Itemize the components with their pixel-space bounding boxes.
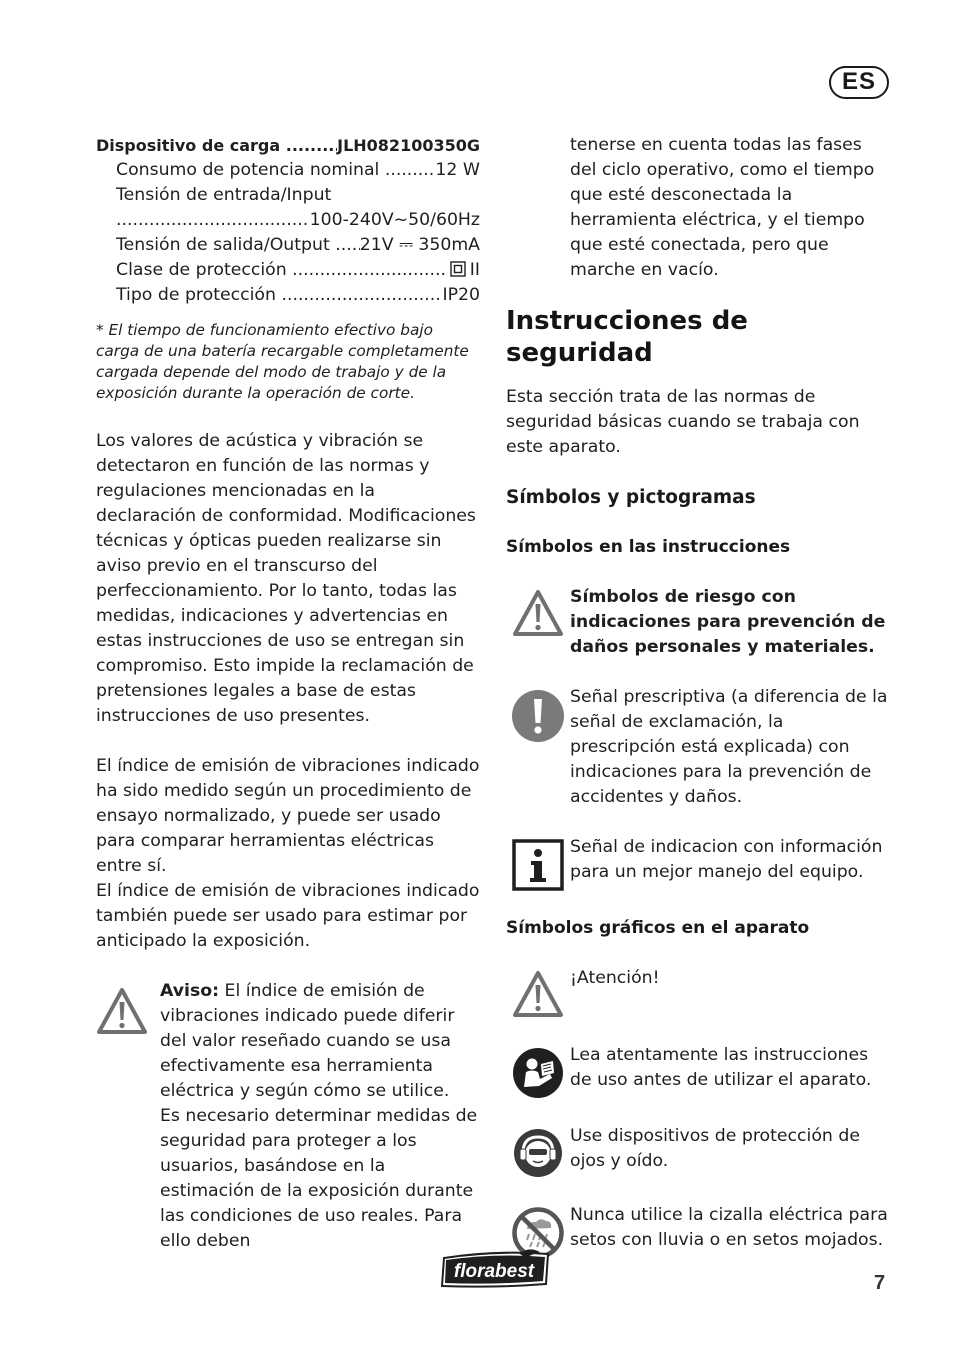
eye-ear-protection-icon	[513, 1128, 563, 1178]
warning-triangle-icon	[96, 987, 148, 1035]
spec-ip	[96, 283, 480, 308]
brand-logo	[436, 1248, 554, 1290]
spec-ip-value: IP20	[442, 285, 480, 305]
language-badge: ES	[829, 66, 889, 99]
subheading-instruction-symbols: Símbolos en las instrucciones	[506, 537, 791, 557]
section-intro: Esta sección trata de las normas de seguridad básicas cuando se trabaja con este aparato.	[506, 387, 860, 457]
section-heading: Instrucciones de seguridad	[506, 306, 748, 368]
symbol-mandatory-text: Señal prescriptiva (a diferencia de la señal de exclamación, la prescripción está explicada) con indicaciones para la prevención de accidentes y daños.	[570, 687, 888, 807]
spec-power-label: Consumo de potencia nominal .....	[116, 158, 435, 183]
spec-input-dots	[116, 208, 310, 233]
info-icon	[512, 839, 564, 891]
symbol-no-rain	[506, 1203, 890, 1259]
symbol-attention	[506, 966, 890, 1018]
paragraph-acoustics: Los valores de acústica y vibración se detectaron en función de las normas y regulaciones mencionadas en la declaración de conformidad. Modificaciones técnicas y ópticas pueden realizarse sin aviso previo en el transcurso del perfeccionamiento. Por lo tanto, todas las medidas, indicaciones y advertencias en estas instrucciones de uso se entregan sin compromiso. Esto impide la reclamación de pretensiones legales a base de estas instrucciones de uso presentes.	[96, 431, 476, 726]
continued-text: tenerse en cuenta todas las fases del ciclo operativo, como el tiempo que esté desconectada la herramienta eléctrica, y el tiempo que esté conectada, pero que marche en vacío.	[570, 135, 875, 280]
symbol-protection	[506, 1124, 890, 1178]
spec-output	[96, 233, 480, 258]
symbol-info-text: Señal de indicacion con información para un mejor manejo del equipo.	[570, 837, 883, 882]
right-column	[506, 133, 890, 1284]
spec-input-label-row	[96, 183, 480, 208]
spec-class-label: Clase de protección .....	[116, 258, 446, 283]
symbol-no-rain-text: Nunca utilice la cizalla eléctrica para setos con lluvia o en setos mojados.	[570, 1205, 888, 1250]
page-number: 7	[874, 1272, 886, 1294]
aviso-block	[96, 979, 480, 1254]
runtime-note: * El tiempo de funcionamiento efectivo bajo carga de una batería recargable completamente cargada depende del modo de trabajo y de la exposición durante la operación de corte.	[96, 321, 469, 402]
spec-block	[96, 133, 480, 308]
subheading-device-symbols: Símbolos gráficos en el aparato	[506, 918, 810, 938]
mandatory-exclamation-icon	[511, 689, 565, 743]
subheading-symbols: Símbolos y pictogramas	[506, 487, 756, 508]
spec-power-value: 12 W	[435, 160, 480, 180]
spec-input-label: Tensión de entrada/Input	[116, 185, 332, 205]
aviso-label: Aviso:	[160, 981, 220, 1001]
symbol-protection-text: Use dispositivos de protección de ojos y oído.	[570, 1126, 860, 1171]
aviso-text-2: Es necesario determinar medidas de seguridad para proteger a los usuarios, basándose en la estimación de la exposición durante las condiciones de uso reales. Para ello deben	[160, 1106, 478, 1251]
spec-power	[96, 158, 480, 183]
symbol-mandatory	[506, 685, 890, 810]
aviso-paragraph-1	[160, 979, 480, 1104]
paragraph-vibration-1: El índice de emisión de vibraciones indicado ha sido medido según un procedimiento de ensayo normalizado, y puede ser usado para comparar herramientas eléctricas entre sí.	[96, 756, 480, 876]
spec-title-label: Dispositivo de carga .....	[96, 133, 337, 158]
spec-class-value-wrap	[446, 258, 480, 283]
spec-output-value: 21V ⎓ 350mA	[359, 235, 480, 255]
spec-class	[96, 258, 480, 283]
brand-logo-text: florabest	[453, 1261, 535, 1282]
symbol-info	[506, 835, 890, 891]
paragraph-vibration-2: El índice de emisión de vibraciones indicado también puede ser usado para estimar por anticipado la exposición.	[96, 881, 480, 951]
double-square-icon	[450, 261, 466, 277]
spec-input	[96, 208, 480, 233]
symbol-risk	[506, 585, 890, 660]
symbol-attention-text: ¡Atención!	[570, 968, 660, 988]
symbol-read-manual-text: Lea atentamente las instrucciones de uso antes de utilizar el aparato.	[570, 1045, 872, 1090]
warning-triangle-icon	[512, 970, 564, 1018]
symbol-read-manual	[506, 1043, 890, 1099]
spec-ip-label: Tipo de protección .....	[116, 283, 442, 308]
spec-title	[96, 133, 480, 158]
left-column	[96, 133, 480, 1254]
spec-class-value: II	[469, 260, 480, 280]
spec-output-label: Tensión de salida/Output .....	[116, 233, 360, 258]
read-manual-icon	[512, 1047, 564, 1099]
spec-input-value: 100-240V~50/60Hz	[309, 210, 480, 230]
spec-title-value: JLH082100350G	[337, 136, 480, 155]
warning-triangle-icon	[512, 589, 564, 637]
symbol-risk-text: Símbolos de riesgo con indicaciones para prevención de daños personales y materiales.	[570, 587, 886, 657]
aviso-text-1: El índice de emisión de vibraciones indicado puede diferir del valor reseñado cuando se usa efectivamente esa herramienta eléctrica y según cómo se utilice.	[160, 981, 455, 1101]
